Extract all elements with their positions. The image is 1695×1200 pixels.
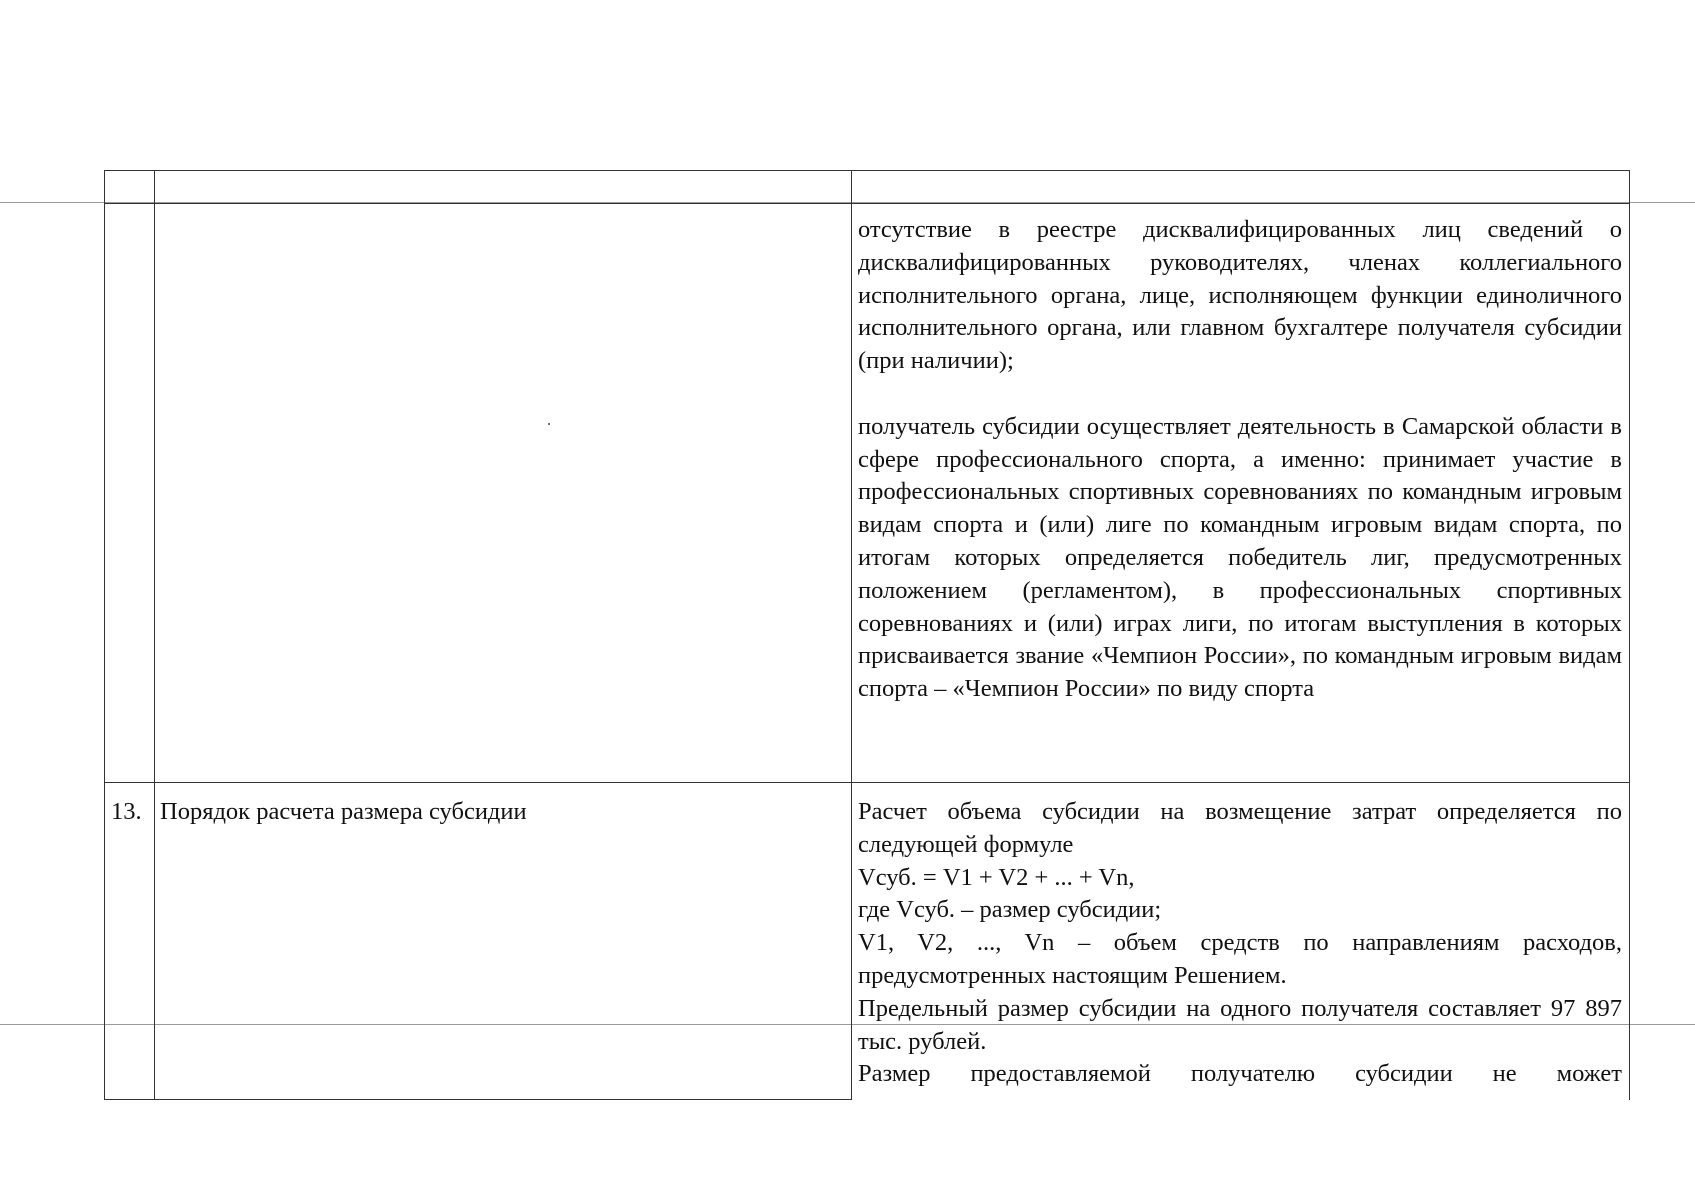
table-border-top xyxy=(104,170,1630,171)
formula-where: где Vсуб. – размер субсидии; xyxy=(858,896,1162,924)
subsidy-limit: Предельный размер субсидии на одного получателя составляет 97 897 тыс. рублей. xyxy=(858,994,1622,1055)
table-row-separator xyxy=(104,782,1630,783)
table-border-right xyxy=(1629,170,1630,1100)
row-number: 13. xyxy=(111,798,142,825)
table-border-header-sep xyxy=(104,203,1630,204)
calculation-intro: Расчет объема субсидии на возмещение затрат определяется по следующей формуле xyxy=(858,798,1622,858)
table-border-left-bottom xyxy=(104,1099,852,1100)
row-title: Порядок расчета размера субсидии xyxy=(160,798,527,825)
document-table xyxy=(104,170,1630,1100)
formula: Vсуб. = V1 + V2 + ... + Vn, xyxy=(858,863,1135,891)
subsidy-size-text: Размер предоставляемой получателю субсидии не может xyxy=(858,1060,1622,1088)
formula-variables: V1, V2, ..., Vn – объем средств по направлениям расходов, предусмотренных настоящим Решением. xyxy=(858,929,1622,989)
professional-sport-paragraph: получатель субсидии осуществляет деятельность в Самарской области в сфере профессионального спорта, а именно: принимает участие в профессиональных спортивных соревнованиях по командным игровым видам спорта и (или) лиге по командным игровым видам спорта, по итогам которых определяется победитель лиг, предусмотренных положением (регламентом), в профессиональных спортивных соревнованиях и (или) играх лиги, по итогам выступления в которых присваивается звание «Чемпион России», по командным игровым видам спорта – «Чемпион России» по виду спорта xyxy=(858,412,1622,703)
table-border-number-col xyxy=(154,170,155,1100)
scan-speck xyxy=(548,423,550,425)
continued-row-right-cell xyxy=(858,214,1622,706)
table-border-left xyxy=(104,170,105,1100)
disqualified-persons-paragraph: отсутствие в реестре дисквалифицированных лиц сведений о дисквалифицированных руководителях, членах коллегиального исполнительного органа, лице, исполняющем функции единоличного исполнительного органа, или главном бухгалтере получателя субсидии (при наличии); xyxy=(858,216,1622,375)
row-13-right-cell xyxy=(858,796,1622,1091)
table-border-middle xyxy=(851,170,852,1100)
